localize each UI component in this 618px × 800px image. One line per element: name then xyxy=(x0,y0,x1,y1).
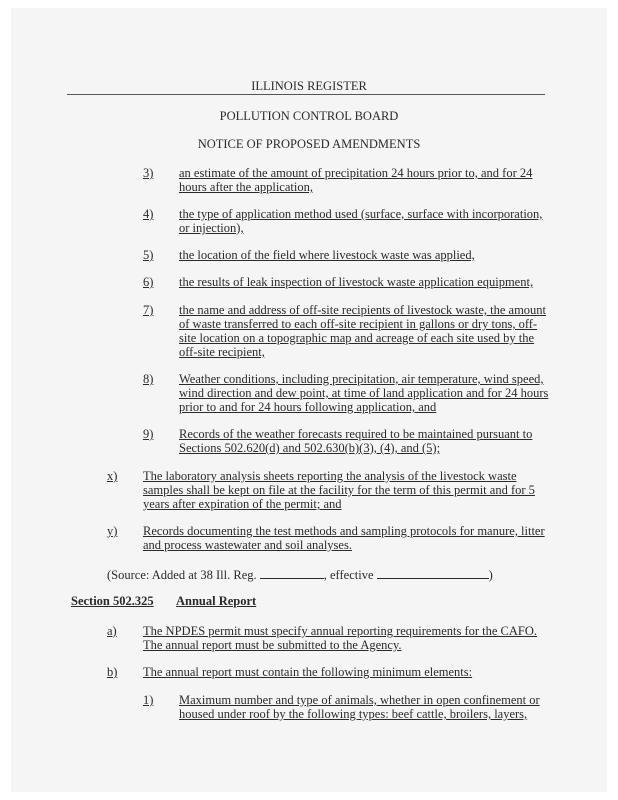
section-item-text-line: The NPDES permit must specify annual reporting requirements for the CAFO. xyxy=(143,624,538,638)
item-text-line: the results of leak inspection of livestock waste application equipment, xyxy=(179,275,534,289)
source-note xyxy=(107,567,493,583)
item-number: 7) xyxy=(143,303,154,317)
item-number: 4) xyxy=(143,207,154,221)
item-text-line: of waste transferred to each off-site recipient in gallons or dry tons, off- xyxy=(179,317,538,331)
item-text-line: or injection), xyxy=(179,221,244,235)
item-text-line: the name and address of off-site recipients of livestock waste, the amount xyxy=(179,303,547,317)
effective-blank xyxy=(377,567,489,579)
subsection-text-line: The laboratory analysis sheets reporting the analysis of the livestock waste xyxy=(143,469,517,483)
sub-item-text-line: Maximum number and type of animals, whether in open confinement or xyxy=(179,693,540,707)
subsection-text-line: years after expiration of the permit; and xyxy=(143,497,342,511)
item-number: 9) xyxy=(143,427,154,441)
register-blank xyxy=(260,567,324,579)
subsection-text-line: samples shall be kept on file at the facility for the term of this permit and for 5 xyxy=(143,483,535,497)
item-text-line: Sections 502.620(d) and 502.630(b)(3), (4), and (5); xyxy=(179,441,441,455)
section-item-text-line: The annual report must contain the following minimum elements: xyxy=(143,665,473,679)
board-title: POLLUTION CONTROL BOARD xyxy=(219,109,399,123)
item-text-line: an estimate of the amount of precipitation 24 hours prior to, and for 24 xyxy=(179,166,533,180)
item-number: 6) xyxy=(143,275,154,289)
section-number: Section 502.325 xyxy=(71,594,154,608)
item-number: 5) xyxy=(143,248,154,262)
source-middle: , effective xyxy=(323,568,374,582)
section-title: Annual Report xyxy=(176,594,257,608)
item-text-line: the location of the field where livestock waste was applied, xyxy=(179,248,475,262)
item-number: 3) xyxy=(143,166,154,180)
item-text-line: Records of the weather forecasts required to be maintained pursuant to xyxy=(179,427,533,441)
source-prefix: (Source: Added at 38 Ill. Reg. xyxy=(107,568,257,582)
subsection-letter: y) xyxy=(107,524,118,538)
source-suffix: ) xyxy=(488,568,493,582)
item-text-line: prior to and for 24 hours following application, and xyxy=(179,400,437,414)
sub-item-number: 1) xyxy=(143,693,154,707)
item-text-line: hours after the application, xyxy=(179,180,313,194)
section-item-letter: a) xyxy=(107,624,117,638)
section-item-letter: b) xyxy=(107,665,118,679)
document-page xyxy=(11,8,607,792)
notice-title: NOTICE OF PROPOSED AMENDMENTS xyxy=(197,137,421,151)
subsection-text-line: Records documenting the test methods and sampling protocols for manure, litter xyxy=(143,524,545,538)
item-text-line: the type of application method used (surface, surface with incorporation, xyxy=(179,207,543,221)
section-item-text-line: The annual report must be submitted to the Agency. xyxy=(143,638,402,652)
subsection-text-line: and process wastewater and soil analyses. xyxy=(143,538,352,552)
item-number: 8) xyxy=(143,372,154,386)
subsection-letter: x) xyxy=(107,469,118,483)
item-text-line: site location on a topographic map and acreage of each site used by the xyxy=(179,331,535,345)
item-text-line: Weather conditions, including precipitation, air temperature, wind speed, xyxy=(179,372,544,386)
header-rule xyxy=(67,94,545,95)
sub-item-text-line: housed under roof by the following types: beef cattle, broilers, layers, xyxy=(179,707,528,721)
item-text-line: off-site recipient, xyxy=(179,345,265,359)
register-title: ILLINOIS REGISTER xyxy=(251,79,367,93)
item-text-line: wind direction and dew point, at time of land application and for 24 hours xyxy=(179,386,549,400)
